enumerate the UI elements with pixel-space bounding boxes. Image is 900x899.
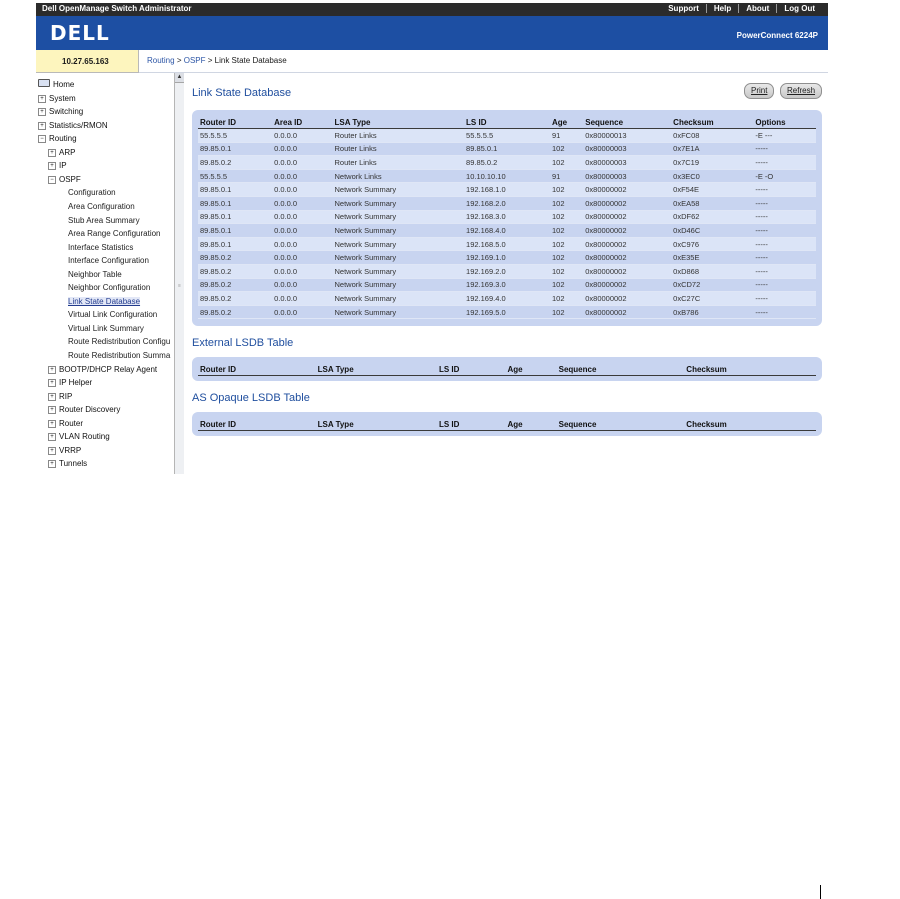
sidebar-item-label: VRRP	[59, 445, 82, 455]
sidebar-item-label: IP Helper	[59, 378, 93, 388]
table-cell: 0x7E1A	[671, 142, 753, 156]
table-cell: Network Summary	[333, 305, 465, 319]
breadcrumb-separator: >	[176, 56, 182, 65]
table-cell: 0x80000003	[583, 169, 671, 183]
table-cell: 0xDF62	[671, 210, 753, 224]
table-cell: 55.5.5.5	[198, 129, 272, 143]
table-cell: 0xCD72	[671, 278, 753, 292]
sidebar-item-label: Virtual Link Configuration	[68, 310, 158, 320]
lsdb-panel	[192, 110, 822, 326]
table-cell: 0.0.0.0	[272, 129, 332, 143]
sidebar-item-label: Configuration	[68, 188, 116, 198]
page-title: Link State Database	[192, 87, 292, 99]
sidebar-item-configuration[interactable]	[68, 187, 116, 199]
dell-logo: DELL	[50, 21, 110, 45]
table-cell: 0x80000002	[583, 237, 671, 251]
sidebar-item-switching[interactable]	[38, 106, 83, 118]
column-header-ls-id: LS ID	[464, 116, 550, 129]
expand-icon[interactable]: +	[48, 406, 56, 414]
table-row	[198, 156, 816, 170]
table-cell: 89.85.0.1	[198, 237, 272, 251]
sidebar-item-bootp-dhcp-relay-agent[interactable]	[48, 364, 157, 376]
table-cell: 192.168.5.0	[464, 237, 550, 251]
expand-icon[interactable]: +	[48, 149, 56, 157]
table-cell: 192.169.2.0	[464, 264, 550, 278]
table-cell: -----	[753, 278, 816, 292]
column-header-lsa-type: LSA Type	[333, 116, 465, 129]
sidebar-item-router[interactable]	[48, 418, 83, 430]
sidebar-item-stub-area-summary[interactable]	[68, 215, 140, 227]
sidebar-item-label: Area Configuration	[68, 201, 135, 211]
table-cell: 89.85.0.1	[198, 142, 272, 156]
scroll-up-icon[interactable]: ▲	[175, 73, 184, 83]
sidebar-item-tunnels[interactable]	[48, 458, 87, 470]
table-cell: 192.168.1.0	[464, 183, 550, 197]
brand-banner	[36, 16, 828, 50]
sidebar-item-virtual-link-summary[interactable]	[68, 323, 144, 335]
table-cell: 89.85.0.2	[198, 305, 272, 319]
table-cell: 55.5.5.5	[464, 129, 550, 143]
top-bar	[36, 3, 828, 16]
table-cell: 0xC976	[671, 237, 753, 251]
table-cell: 0x80000002	[583, 305, 671, 319]
table-cell: Router Links	[333, 142, 465, 156]
expand-icon[interactable]: +	[48, 366, 56, 374]
table-row	[198, 305, 816, 319]
scroll-grip-icon[interactable]: ≡	[178, 283, 181, 289]
sidebar-item-interface-configuration[interactable]	[68, 255, 149, 267]
column-header-options: Options	[753, 116, 816, 129]
expand-icon[interactable]: +	[48, 379, 56, 387]
table-cell: 0xD46C	[671, 224, 753, 238]
table-cell: 91	[550, 169, 583, 183]
sidebar-item-ip-helper[interactable]	[48, 377, 92, 389]
table-cell: 0x80000002	[583, 196, 671, 210]
expand-icon[interactable]: +	[38, 95, 46, 103]
table-cell: Network Summary	[333, 237, 465, 251]
table-cell: 102	[550, 264, 583, 278]
sidebar-item-interface-statistics[interactable]	[68, 242, 133, 254]
table-cell: -E ---	[753, 129, 816, 143]
table-cell: -----	[753, 156, 816, 170]
table-cell: -----	[753, 264, 816, 278]
table-row	[198, 129, 816, 143]
expand-icon[interactable]: +	[48, 162, 56, 170]
table-cell: 0x80000002	[583, 251, 671, 265]
table-cell: 192.169.5.0	[464, 305, 550, 319]
sidebar-item-label: Virtual Link Summary	[68, 323, 144, 333]
table-cell: 192.168.2.0	[464, 196, 550, 210]
table-cell: 0x80000002	[583, 292, 671, 306]
column-header-ls-id: LS ID	[437, 363, 506, 376]
table-cell: Network Summary	[333, 292, 465, 306]
breadcrumb-separator: >	[207, 56, 213, 65]
table-cell: -----	[753, 183, 816, 197]
sidebar-item-label: Neighbor Table	[68, 269, 122, 279]
table-row	[198, 237, 816, 251]
table-cell: 0.0.0.0	[272, 264, 332, 278]
device-address	[36, 50, 139, 73]
expand-icon[interactable]: +	[48, 460, 56, 468]
table-row	[198, 142, 816, 156]
table-cell: Network Summary	[333, 278, 465, 292]
top-links	[661, 4, 822, 13]
column-header-sequence: Sequence	[583, 116, 671, 129]
table-cell: 89.85.0.1	[198, 196, 272, 210]
table-cell: 0.0.0.0	[272, 183, 332, 197]
sidebar-item-label: Interface Configuration	[68, 256, 149, 266]
table-cell: 0x3EC0	[671, 169, 753, 183]
sidebar-item-area-configuration[interactable]	[68, 201, 135, 213]
sidebar-item-label: VLAN Routing	[59, 432, 110, 442]
table-row	[198, 251, 816, 265]
table-cell: Router Links	[333, 129, 465, 143]
table-cell: 89.85.0.2	[198, 264, 272, 278]
column-header-age: Age	[506, 363, 557, 376]
expand-icon[interactable]: +	[38, 122, 46, 130]
sidebar-item-label: Area Range Configuration	[68, 229, 161, 239]
product-name: PowerConnect 6224P	[736, 31, 818, 40]
table-row	[198, 278, 816, 292]
logout-link[interactable]: Log Out	[776, 4, 822, 13]
navigation-tree	[36, 73, 175, 474]
table-cell: -----	[753, 210, 816, 224]
sidebar-item-label: Router	[59, 418, 84, 428]
expand-icon[interactable]: +	[48, 393, 56, 401]
table-cell: 0x80000002	[583, 224, 671, 238]
sidebar-item-label: RIP	[59, 391, 73, 401]
table-cell: 102	[550, 305, 583, 319]
table-cell: 0.0.0.0	[272, 210, 332, 224]
sidebar-item-route-redistribution-configu[interactable]	[68, 336, 170, 348]
table-cell: 192.169.1.0	[464, 251, 550, 265]
home-icon	[38, 79, 50, 87]
app-title: Dell OpenManage Switch Administrator	[42, 4, 192, 13]
sidebar-item-system[interactable]	[38, 93, 76, 105]
table-cell: 102	[550, 183, 583, 197]
table-cell: 0.0.0.0	[272, 169, 332, 183]
table-cell: Network Summary	[333, 210, 465, 224]
content-area	[184, 73, 828, 474]
table-row	[198, 210, 816, 224]
table-cell: 0x80000002	[583, 278, 671, 292]
column-header-router-id: Router ID	[198, 363, 316, 376]
support-link[interactable]: Support	[668, 4, 699, 13]
table-cell: 0x80000013	[583, 129, 671, 143]
sidebar-item-label: Tunnels	[59, 459, 88, 469]
table-cell: 89.85.0.1	[198, 183, 272, 197]
sidebar-item-label: Route Redistribution Summa	[68, 351, 171, 360]
table-cell: 0x80000002	[583, 183, 671, 197]
table-cell: 0x80000003	[583, 156, 671, 170]
app-window	[36, 3, 828, 474]
table-cell: 0x7C19	[671, 156, 753, 170]
table-cell: 0xF54E	[671, 183, 753, 197]
table-cell: 89.85.0.2	[198, 156, 272, 170]
table-cell: 0.0.0.0	[272, 278, 332, 292]
sidebar-item-home[interactable]	[38, 79, 74, 91]
table-cell: 102	[550, 156, 583, 170]
column-header-area-id: Area ID	[272, 116, 332, 129]
column-header-lsa-type: LSA Type	[316, 363, 437, 376]
expand-icon[interactable]: +	[48, 420, 56, 428]
sidebar-item-statistics-rmon[interactable]	[38, 120, 108, 132]
table-cell: 89.85.0.2	[198, 278, 272, 292]
table-cell: 0.0.0.0	[272, 292, 332, 306]
table-cell: 0xFC08	[671, 129, 753, 143]
sidebar-item-ospf[interactable]	[48, 174, 81, 186]
table-cell: 0xB786	[671, 305, 753, 319]
table-cell: 102	[550, 237, 583, 251]
device-ip: 10.27.65.163	[62, 57, 109, 66]
table-cell: 0xEA58	[671, 196, 753, 210]
table-cell: 192.168.4.0	[464, 224, 550, 238]
table-cell: -----	[753, 237, 816, 251]
table-cell: Network Summary	[333, 264, 465, 278]
table-cell: -----	[753, 251, 816, 265]
external-lsdb-table	[198, 363, 816, 376]
sidebar-item-label: Routing	[49, 134, 77, 144]
table-cell: Network Links	[333, 169, 465, 183]
opaque-lsdb-panel	[192, 412, 822, 436]
table-cell: 0xD868	[671, 264, 753, 278]
table-cell: -----	[753, 196, 816, 210]
table-cell: 91	[550, 129, 583, 143]
sidebar-item-label: System	[49, 93, 76, 103]
sidebar-item-vrrp[interactable]	[48, 445, 81, 457]
sidebar-item-neighbor-configuration[interactable]	[68, 282, 150, 294]
table-cell: 0.0.0.0	[272, 305, 332, 319]
table-cell: 55.5.5.5	[198, 169, 272, 183]
table-cell: 0xE35E	[671, 251, 753, 265]
breadcrumb-routing[interactable]: Routing	[147, 56, 175, 65]
lsdb-table	[198, 116, 816, 319]
table-cell: 0xC27C	[671, 292, 753, 306]
column-header-sequence: Sequence	[557, 363, 685, 376]
table-cell: 102	[550, 224, 583, 238]
sidebar-item-label: Stub Area Summary	[68, 215, 140, 225]
table-cell: 0.0.0.0	[272, 196, 332, 210]
page-marker	[820, 885, 821, 899]
table-cell: 102	[550, 278, 583, 292]
table-cell: 0.0.0.0	[272, 142, 332, 156]
table-cell: Network Summary	[333, 224, 465, 238]
table-row	[198, 196, 816, 210]
table-cell: 89.85.0.1	[198, 224, 272, 238]
table-cell: 89.85.0.2	[198, 292, 272, 306]
breadcrumb	[139, 50, 828, 73]
breadcrumb-ospf[interactable]: OSPF	[183, 56, 206, 65]
sidebar-item-arp[interactable]	[48, 147, 75, 159]
table-cell: Router Links	[333, 156, 465, 170]
sidebar-item-label: Link State Database	[68, 296, 141, 306]
table-cell: 102	[550, 292, 583, 306]
table-cell: 0x80000002	[583, 210, 671, 224]
sidebar-item-label: Router Discovery	[59, 405, 121, 415]
sidebar-item-rip[interactable]	[48, 391, 72, 403]
sidebar-item-router-discovery[interactable]	[48, 404, 120, 416]
expand-icon[interactable]: +	[48, 433, 56, 441]
sidebar-item-ip[interactable]	[48, 160, 67, 172]
sidebar-item-label: Statistics/RMON	[49, 120, 108, 130]
opaque-lsdb-table	[198, 418, 816, 431]
expand-icon[interactable]: +	[48, 447, 56, 455]
sidebar-item-route-redistribution-summa[interactable]	[68, 350, 170, 362]
table-cell: -----	[753, 292, 816, 306]
table-cell: 89.85.0.2	[464, 156, 550, 170]
sidebar-item-label: Route Redistribution Configu	[68, 337, 171, 347]
table-cell: 0x80000003	[583, 142, 671, 156]
table-cell: 102	[550, 196, 583, 210]
table-cell: 89.85.0.1	[464, 142, 550, 156]
sidebar-item-label: Home	[53, 80, 75, 89]
table-row	[198, 264, 816, 278]
column-header-ls-id: LS ID	[437, 418, 506, 431]
table-row	[198, 224, 816, 238]
sidebar-item-neighbor-table[interactable]	[68, 269, 122, 281]
sidebar-item-routing[interactable]	[38, 133, 77, 145]
table-cell: 102	[550, 251, 583, 265]
sidebar-item-vlan-routing[interactable]	[48, 431, 110, 443]
table-cell: 0.0.0.0	[272, 237, 332, 251]
column-header-router-id: Router ID	[198, 116, 272, 129]
external-lsdb-title: External LSDB Table	[192, 337, 294, 349]
collapse-icon[interactable]: −	[48, 176, 56, 184]
breadcrumb-current: Link State Database	[214, 56, 287, 65]
table-cell: 102	[550, 142, 583, 156]
column-header-age: Age	[506, 418, 557, 431]
column-header-checksum: Checksum	[671, 116, 753, 129]
sidebar-item-label: OSPF	[59, 174, 81, 184]
table-cell: 192.169.3.0	[464, 278, 550, 292]
column-header-age: Age	[550, 116, 583, 129]
table-cell: 192.168.3.0	[464, 210, 550, 224]
sidebar-item-area-range-configuration[interactable]	[68, 228, 161, 240]
table-cell: -----	[753, 305, 816, 319]
sidebar-item-label: ARP	[59, 147, 76, 157]
sidebar-item-label: BOOTP/DHCP Relay Agent	[59, 364, 158, 374]
sidebar-item-link-state-database[interactable]	[68, 296, 140, 308]
table-cell: 89.85.0.1	[198, 210, 272, 224]
table-cell: 0.0.0.0	[272, 224, 332, 238]
table-row	[198, 183, 816, 197]
print-button[interactable]: Print	[744, 83, 774, 99]
table-cell: 102	[550, 210, 583, 224]
sidebar-item-virtual-link-configuration[interactable]	[68, 309, 157, 321]
expand-icon[interactable]: +	[38, 108, 46, 116]
table-cell: 0x80000002	[583, 264, 671, 278]
table-cell: 0.0.0.0	[272, 251, 332, 265]
table-cell: 10.10.10.10	[464, 169, 550, 183]
table-row	[198, 292, 816, 306]
sidebar-item-label: Neighbor Configuration	[68, 283, 151, 293]
collapse-icon[interactable]: −	[38, 135, 46, 143]
table-cell: Network Summary	[333, 183, 465, 197]
sidebar-item-label: IP	[59, 161, 67, 171]
table-cell: -----	[753, 224, 816, 238]
column-header-router-id: Router ID	[198, 418, 316, 431]
opaque-lsdb-title: AS Opaque LSDB Table	[192, 392, 310, 404]
help-link[interactable]: Help	[706, 4, 738, 13]
table-cell: -----	[753, 142, 816, 156]
column-header-sequence: Sequence	[557, 418, 685, 431]
sidebar-item-label: Interface Statistics	[68, 242, 134, 252]
about-link[interactable]: About	[738, 4, 776, 13]
table-cell: -E -O	[753, 169, 816, 183]
table-cell: 192.169.4.0	[464, 292, 550, 306]
table-cell: 0.0.0.0	[272, 156, 332, 170]
table-cell: Network Summary	[333, 196, 465, 210]
table-row	[198, 169, 816, 183]
table-cell: Network Summary	[333, 251, 465, 265]
column-header-lsa-type: LSA Type	[316, 418, 437, 431]
sidebar-item-label: Switching	[49, 107, 84, 117]
external-lsdb-panel	[192, 357, 822, 381]
table-cell: 89.85.0.2	[198, 251, 272, 265]
column-header-checksum: Checksum	[684, 418, 816, 431]
column-header-checksum: Checksum	[684, 363, 816, 376]
refresh-button[interactable]: Refresh	[780, 83, 822, 99]
